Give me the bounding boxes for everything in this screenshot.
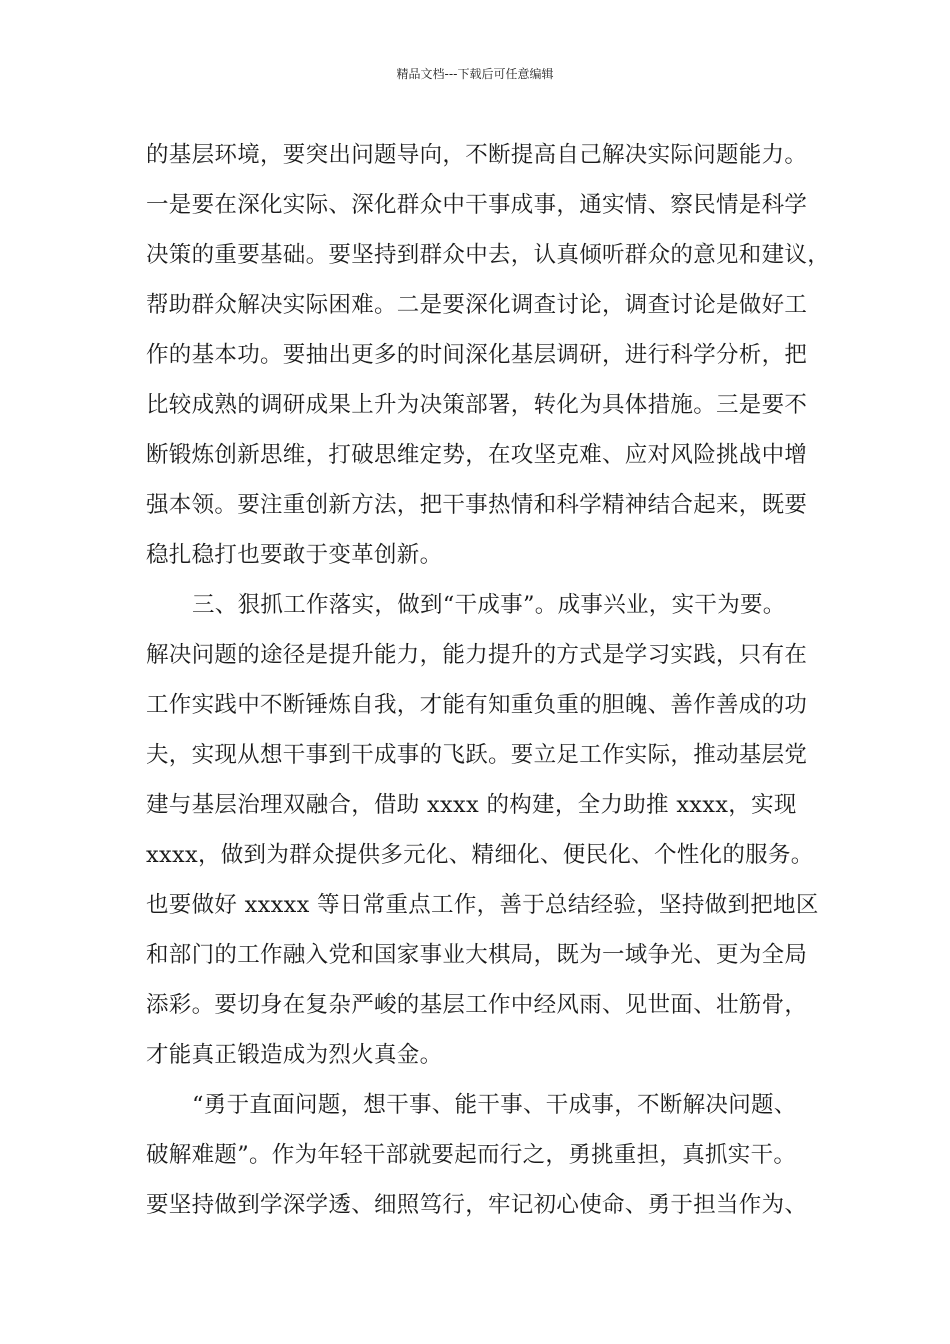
text-line: 稳扎稳打也要敢于变革创新。 <box>146 542 443 568</box>
text-line: 添彩。要切身在复杂严峻的基层工作中经风雨、见世面、壮筋骨， <box>146 992 808 1018</box>
page-header: 精品文档---下载后可任意编辑 <box>396 67 554 81</box>
text-line: 一是要在深化实际、深化群众中干事成事，通实情、察民情是科学 <box>146 192 808 218</box>
text-line: 断锻炼创新思维，打破思维定势，在攻坚克难、应对风险挑战中增 <box>146 442 808 468</box>
text-line: 作的基本功。要抽出更多的时间深化基层调研，进行科学分析，把 <box>146 342 808 368</box>
text-line: 强本领。要注重创新方法，把干事热情和科学精神结合起来，既要 <box>146 492 808 518</box>
text-line: 建与基层治理双融合，借助 xxxx 的构建，全力助推 xxxx，实现 <box>146 792 797 818</box>
text-line: 也要做好 xxxxx 等日常重点工作，善于总结经验，坚持做到把地区 <box>146 892 819 918</box>
text-line: 工作实践中不断锤炼自我，才能有知重负重的胆魄、善作善成的功 <box>146 692 808 718</box>
text-line: 要坚持做到学深学透、细照笃行，牢记初心使命、勇于担当作为、 <box>146 1192 808 1218</box>
paragraph-heading-line: 三、狠抓工作落实，做到“干成事”。成事兴业，实干为要。 <box>192 592 786 618</box>
text-line: xxxx，做到为群众提供多元化、精细化、便民化、个性化的服务。 <box>146 842 814 868</box>
text-line: 比较成熟的调研成果上升为决策部署，转化为具体措施。三是要不 <box>146 392 808 418</box>
paragraph-start-line: “勇于直面问题，想干事、能干事、干成事，不断解决问题、 <box>192 1092 797 1118</box>
text-line: 的基层环境，要突出问题导向，不断提高自己解决实际问题能力。 <box>146 142 808 168</box>
text-line: 和部门的工作融入党和国家事业大棋局，既为一域争光、更为全局 <box>146 942 808 968</box>
text-line: 决策的重要基础。要坚持到群众中去，认真倾听群众的意见和建议， <box>146 242 831 268</box>
text-line: 夫，实现从想干事到干成事的飞跃。要立足工作实际，推动基层党 <box>146 742 808 768</box>
text-line: 破解难题”。作为年轻干部就要起而行之，勇挑重担，真抓实干。 <box>146 1142 797 1168</box>
text-line: 帮助群众解决实际困难。二是要深化调查讨论，调查讨论是做好工 <box>146 292 808 318</box>
document-body <box>146 130 831 1230</box>
text-line: 才能真正锻造成为烈火真金。 <box>146 1042 443 1068</box>
text-line: 解决问题的途径是提升能力，能力提升的方式是学习实践，只有在 <box>146 642 808 668</box>
